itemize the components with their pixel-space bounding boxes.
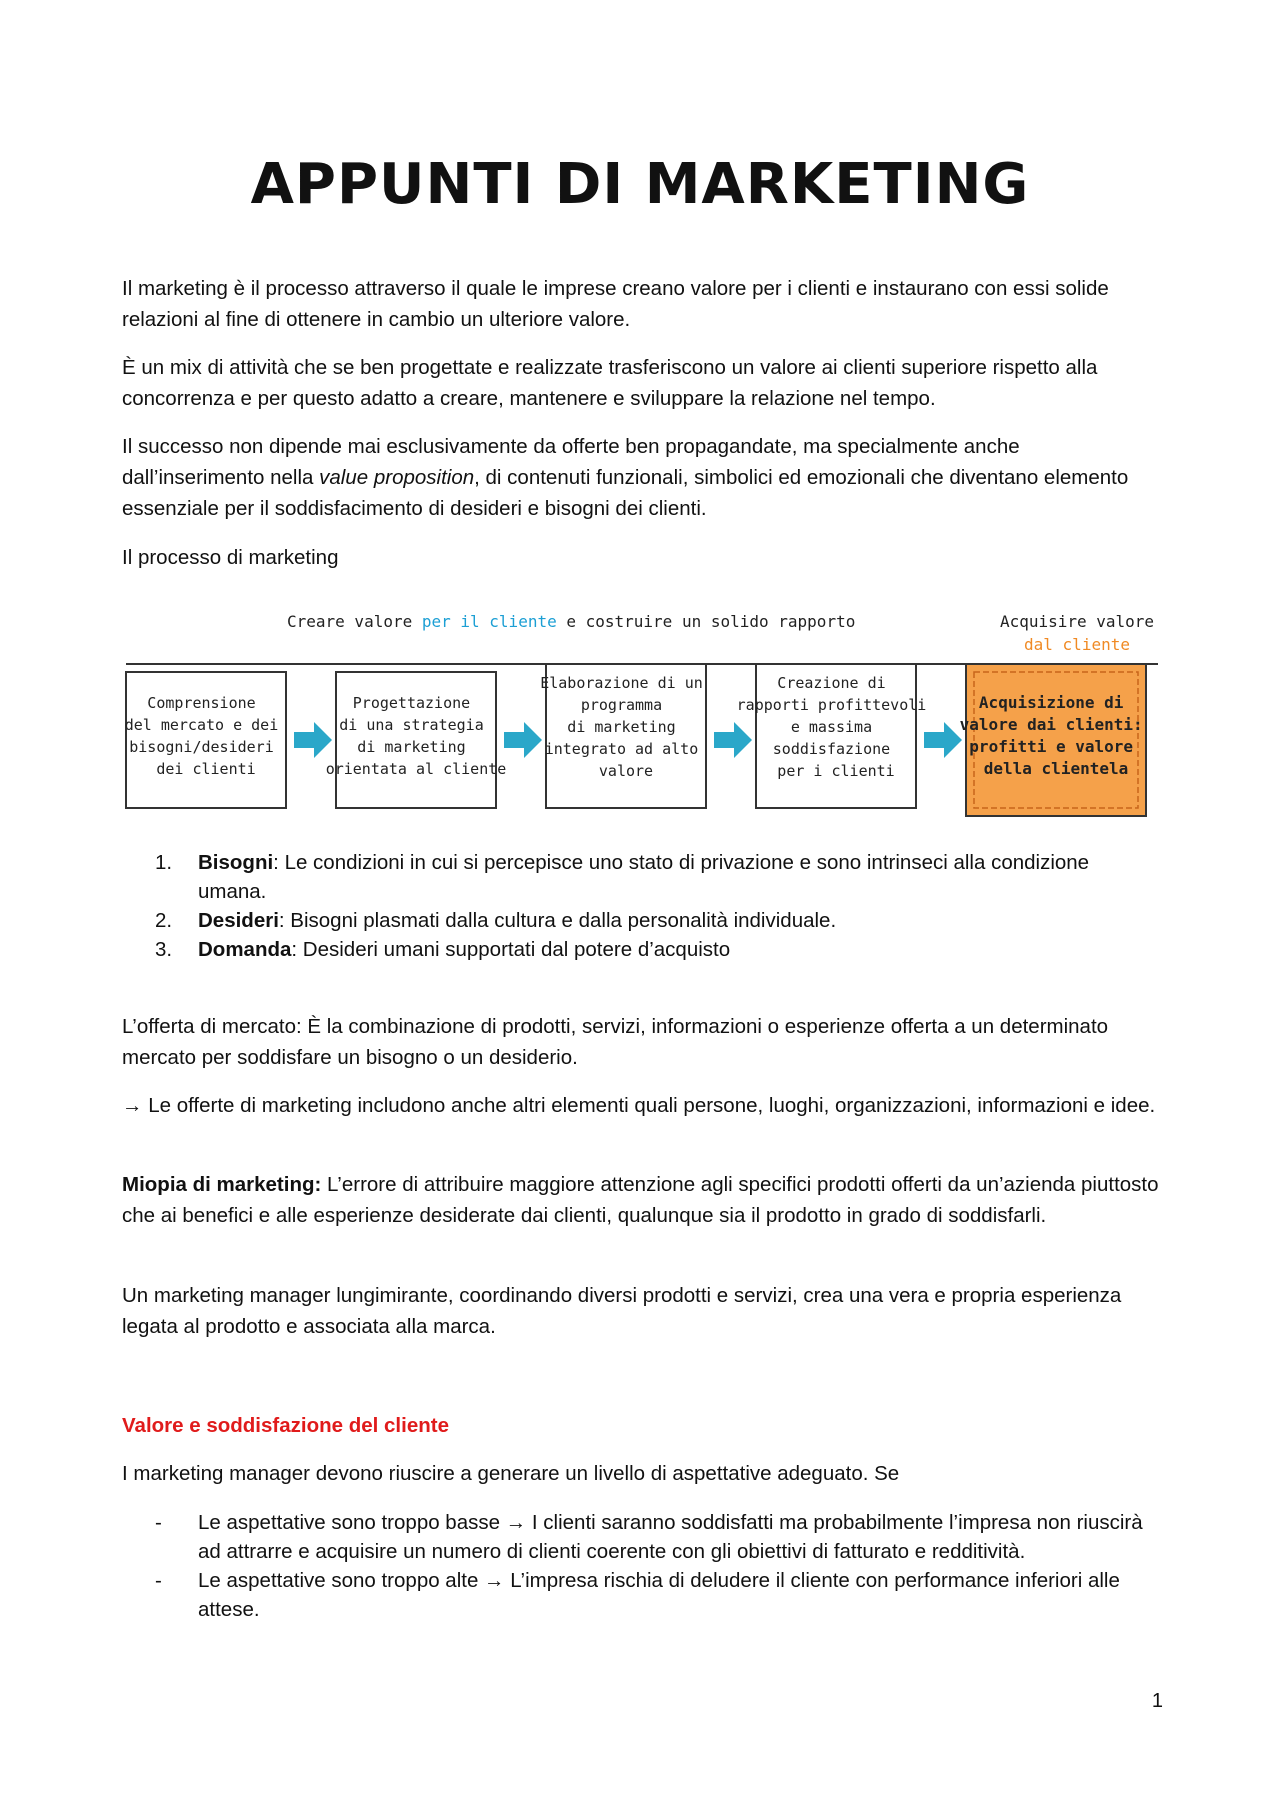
list-item	[155, 848, 1160, 906]
page-title: APPUNTI DI MARKETING	[250, 152, 1030, 217]
page-number: 1	[1151, 1690, 1163, 1712]
process-box-5-label: Acquisizione di valore dai clienti: profitti e valore della clientela	[959, 693, 1143, 778]
market-offer-paragraph: L’offerta di mercato: È la combinazione di prodotti, servizi, informazioni o esperienze offerta a un determinato mercato per soddisfare un bisogno o un desiderio.	[122, 1015, 1109, 1069]
needs-list	[155, 848, 1160, 964]
list-text: : Bisogni plasmati dalla cultura e dalla personalità individuale.	[278, 909, 837, 932]
arrow-icon	[924, 722, 962, 758]
list-term: Desideri	[198, 909, 279, 932]
process-box-5-highlight	[960, 664, 1153, 816]
list-text: Le aspettative sono troppo alte → L’impresa rischia di deludere il cliente con performance inferiori alle attese.	[198, 1569, 1120, 1621]
process-box-2-label: Progettazione di una strategia di marketing orientata al cliente	[325, 694, 507, 778]
value-proposition-term: value proposition	[319, 466, 475, 489]
diagram-header-right: Acquisire valore	[999, 612, 1155, 631]
arrow-icon	[714, 722, 752, 758]
expectations-intro: I marketing manager devono riuscire a generare un livello di aspettative adeguato. Se	[122, 1462, 900, 1485]
process-box-3	[540, 664, 712, 808]
process-box-1	[125, 672, 288, 808]
success-text-before: Il successo non dipende mai esclusivamente da offerte ben propagandate, ma specialmente anche dall’inserimento nella	[122, 435, 1020, 489]
success-text-after: , di contenuti funzionali, simbolici ed emozionali che diventano elemento essenziale per il soddisfacimento di desideri e bisogni dei clienti.	[122, 466, 1129, 520]
arrow-icon	[504, 722, 542, 758]
diagram-header-left: Creare valore per il cliente e costruire un solido rapporto	[287, 612, 856, 631]
list-number: 3.	[155, 938, 173, 961]
myopia-text: L’errore di attribuire maggiore attenzione agli specifici prodotti offerti da un’azienda piuttosto che ai benefici e alle esperienze desiderate dai clienti, qualunque sia il prodotto in grado di soddisfarli.	[122, 1173, 1159, 1227]
expectations-list	[155, 1508, 1160, 1624]
list-dash: -	[155, 1569, 162, 1592]
list-text: : Desideri umani supportati dal potere d’acquisto	[291, 938, 731, 961]
process-box-4	[737, 664, 936, 808]
intro-paragraph: Il marketing è il processo attraverso il quale le imprese creano valore per i clienti e instaurano con essi solide relazioni al fine di ottenere in cambio un ulteriore valore.	[122, 277, 1109, 331]
list-term: Bisogni	[198, 851, 274, 874]
myopia-term: Miopia di marketing:	[122, 1173, 322, 1196]
marketing-offers-paragraph: → Le offerte di marketing includono anche altri elementi quali persone, luoghi, organizzazioni, informazioni e idee.	[122, 1094, 1156, 1117]
list-text: : Le condizioni in cui si percepisce uno stato di privazione e sono intrinseci alla condizione umana.	[198, 851, 1090, 903]
list-item	[155, 935, 1160, 964]
process-box-4-label: Creazione di rapporti profittevoli e massima soddisfazione per i clienti	[736, 674, 927, 780]
list-item	[155, 1508, 1160, 1566]
marketing-process-diagram	[122, 600, 1162, 820]
process-box-3-label: Elaborazione di un programma di marketing integrato ad alto valore	[540, 674, 703, 780]
mix-paragraph: È un mix di attività che se ben progettate e realizzate trasferiscono un valore ai clienti superiore rispetto alla concorrenza e per questo adatto a creare, mantenere e sviluppare la relazione nel tempo.	[122, 356, 1098, 410]
list-dash: -	[155, 1511, 162, 1534]
process-box-2	[326, 672, 507, 808]
process-caption: Il processo di marketing	[122, 546, 339, 569]
process-box-1-label: Comprensione del mercato e dei bisogni/desideri dei clienti	[124, 694, 279, 778]
manager-paragraph: Un marketing manager lungimirante, coordinando diversi prodotti e servizi, crea una vera e propria esperienza legata al prodotto e associata alla marca.	[122, 1284, 1122, 1338]
list-item	[155, 906, 1160, 935]
success-paragraph	[122, 431, 1162, 524]
arrow-icon	[294, 722, 332, 758]
list-number: 1.	[155, 851, 173, 874]
diagram-header-right-sub: dal cliente	[1024, 635, 1130, 654]
section-heading: Valore e soddisfazione del cliente	[122, 1414, 449, 1437]
list-item	[155, 1566, 1160, 1624]
list-text: Le aspettative sono troppo basse → I clienti saranno soddisfatti ma probabilmente l’impresa non riuscirà ad attrarre e acquisire un numero di clienti coerente con gli obiettivi di fatturato e redditività.	[198, 1511, 1143, 1563]
list-term: Domanda	[198, 938, 292, 961]
list-number: 2.	[155, 909, 173, 932]
marketing-myopia-paragraph	[122, 1169, 1162, 1231]
